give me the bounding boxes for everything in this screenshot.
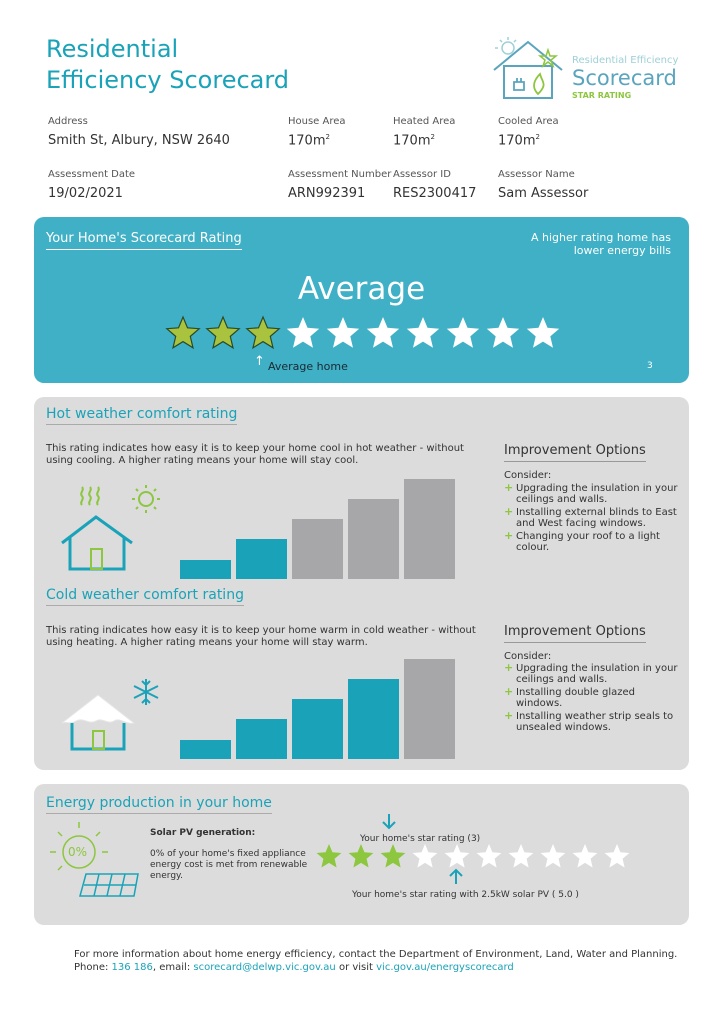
comfort-rating-panel: [34, 397, 689, 770]
hot-house-icon: [60, 481, 170, 573]
cooled-area-value: $170m^2$: [498, 133, 540, 149]
cold-improvement-list: [504, 663, 684, 735]
pv-percent: 0%: [68, 845, 88, 859]
house-area-label: House Area: [288, 116, 346, 127]
list-item: + Installing weather strip seals to unsealed windows.: [504, 711, 684, 733]
average-home-label: Average home: [268, 360, 348, 373]
star-filled-icon: [167, 317, 199, 348]
star-empty-icon: [509, 844, 534, 868]
star-empty-icon: [487, 317, 519, 348]
star-empty-icon: [605, 844, 630, 868]
rating-bar-active: [180, 740, 231, 759]
assessment-number-label: Assessment Number: [288, 169, 392, 180]
rating-bar-active: [292, 699, 343, 759]
hot-description: This rating indicates how easy it is to keep your home cool in hot weather - without using cooling. A higher rating means your home will stay cool.: [46, 443, 464, 466]
rating-bar-active: [236, 539, 287, 579]
star-filled-icon: [247, 317, 279, 348]
rating-bar-active: [236, 719, 287, 759]
hot-improvement-title: Improvement Options: [504, 443, 646, 462]
star-empty-icon: [527, 317, 559, 348]
rating-title: Your Home's Scorecard Rating: [46, 231, 242, 250]
current-rating-caption: Your home's star rating (3): [360, 834, 481, 844]
address-value: Smith St, Albury, NSW 2640: [48, 133, 230, 148]
star-empty-icon: [445, 844, 470, 868]
email-link[interactable]: scorecard@delwp.vic.gov.au: [193, 962, 336, 973]
cold-improvement-title: Improvement Options: [504, 624, 646, 643]
rating-level: Average: [297, 271, 426, 307]
list-item: + Installing external blinds to East and West facing windows.: [504, 507, 684, 529]
hot-section-title: Hot weather comfort rating: [46, 406, 237, 425]
rating-bar-inactive: [404, 479, 455, 579]
star-empty-icon: [413, 844, 438, 868]
house-area-value: $170m^2$: [288, 133, 330, 149]
hot-improvement-list: [504, 483, 684, 555]
rating-bar-active: [348, 679, 399, 759]
star-empty-icon: [573, 844, 598, 868]
rating-bar-active: [180, 560, 231, 579]
cold-section-title: Cold weather comfort rating: [46, 587, 244, 606]
rating-hint: A higher rating home has lower energy bills: [531, 231, 671, 257]
address-label: Address: [48, 116, 88, 127]
cold-rating-bars: [180, 659, 470, 759]
assessor-name-value: Sam Assessor: [498, 186, 589, 201]
energy-section-title: Energy production in your home: [46, 795, 272, 814]
assessment-date-label: Assessment Date: [48, 169, 136, 180]
footer-line-1: For more information about home energy efficiency, contact the Department of Environment, Land, Water and Planning.: [74, 949, 678, 960]
assessor-id-label: Assessor ID: [393, 169, 451, 180]
rating-stars: [164, 315, 564, 355]
star-empty-icon: [367, 317, 399, 348]
pv-label: Solar PV generation:: [150, 828, 256, 838]
assessor-name-label: Assessor Name: [498, 169, 575, 180]
logo-line-1: Residential Efficiency: [572, 55, 679, 66]
cooled-area-label: Cooled Area: [498, 116, 559, 127]
page-title: [46, 34, 289, 96]
star-empty-icon: [407, 317, 439, 348]
title-line-1: Residential: [46, 35, 179, 63]
logo-line-2: Scorecard: [572, 66, 677, 90]
star-empty-icon: [541, 844, 566, 868]
list-item: + Upgrading the insulation in your ceilings and walls.: [504, 663, 684, 685]
star-empty-icon: [287, 317, 319, 348]
rating-bar-inactive: [404, 659, 455, 759]
heated-area-value: $170m^2$: [393, 133, 435, 149]
website-link[interactable]: vic.gov.au/energyscorecard: [376, 962, 514, 973]
star-empty-icon: [447, 317, 479, 348]
hot-rating-bars: [180, 479, 470, 579]
star-filled-icon: [381, 844, 406, 868]
star-filled-icon: [349, 844, 374, 868]
heated-area-label: Heated Area: [393, 116, 456, 127]
energy-production-panel: [34, 784, 689, 925]
star-empty-icon: [327, 317, 359, 348]
footer-line-2: Phone: 136 186, email: scorecard@delwp.vic.gov.au or visit vic.gov.au/energyscorecard: [74, 962, 514, 973]
solar-panel-icon: [46, 820, 146, 900]
solar-rating-caption: Your home's star rating with 2.5kW solar PV ( 5.0 ): [352, 890, 579, 900]
pv-text: 0% of your home's fixed appliance energy cost is met from renewable energy.: [150, 849, 308, 881]
assessment-date-value: 19/02/2021: [48, 186, 123, 201]
average-arrow-icon: ↑: [254, 354, 265, 369]
rating-bar-inactive: [348, 499, 399, 579]
cold-description: This rating indicates how easy it is to keep your home warm in cold weather - without using heating. A higher rating means your home will stay warm.: [46, 625, 476, 648]
hot-consider-label: Consider:: [504, 470, 552, 481]
footer: [74, 948, 677, 974]
solar-rating-arrow-icon: [447, 868, 465, 886]
star-filled-icon: [317, 844, 342, 868]
scorecard-logo-icon: [490, 36, 570, 104]
assessment-number-value: ARN992391: [288, 186, 366, 201]
rating-bar-inactive: [292, 519, 343, 579]
cold-house-icon: [60, 673, 170, 757]
star-filled-icon: [207, 317, 239, 348]
current-rating-arrow-icon: [380, 812, 398, 830]
page-number: 3: [647, 361, 653, 371]
logo-line-3: STAR RATING: [572, 91, 632, 100]
energy-stars: [314, 842, 634, 872]
cold-consider-label: Consider:: [504, 651, 552, 662]
assessor-id-value: RES2300417: [393, 186, 477, 201]
scorecard-rating-panel: [34, 217, 689, 383]
title-line-2: Efficiency Scorecard: [46, 66, 290, 94]
list-item: + Installing double glazed windows.: [504, 687, 684, 709]
list-item: + Changing your roof to a light colour.: [504, 531, 684, 553]
list-item: + Upgrading the insulation in your ceilings and walls.: [504, 483, 684, 505]
phone-link[interactable]: 136 186: [111, 962, 153, 973]
star-empty-icon: [477, 844, 502, 868]
